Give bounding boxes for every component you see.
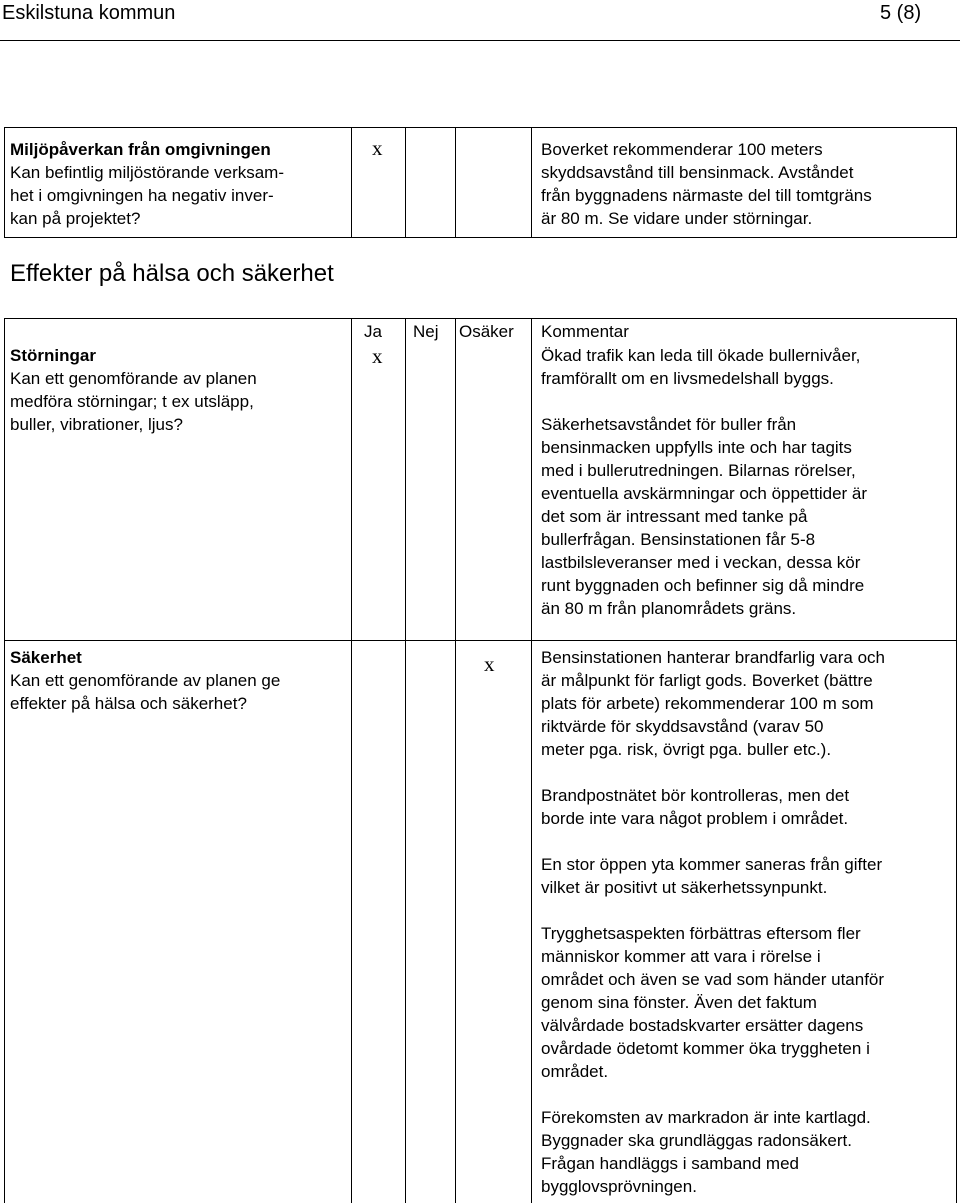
- storningar-question-line: buller, vibrationer, ljus?: [10, 415, 183, 434]
- header-divider: [0, 40, 960, 41]
- comment-paragraph: Förekomsten av markradon är inte kartlagd. Byggnader ska grundläggas radonsäkert. Frågan handläggs i samband med bygglovsprövningen.: [541, 1108, 871, 1196]
- environment-comment-line: Boverket rekommenderar 100 meters: [541, 140, 823, 159]
- comment-paragraph: Säkerhetsavståndet för buller från bensinmacken uppfylls inte och har tagits med i bullerutredningen. Bilarnas rörelser, eventuella avskärmningar och öppettider är det som är intressant med tanke på bullerfrågan. Bensinstationen får 5-8 lastbilsleveranser med i veckan, dessa kör runt byggnaden och befinner sig då mindre än 80 m från planområdets gräns.: [541, 415, 868, 618]
- environment-question-line: kan på projektet?: [10, 209, 141, 228]
- column-header-ja: Ja: [364, 322, 382, 341]
- storningar-title: Störningar: [10, 346, 96, 365]
- environment-ja-mark: x: [372, 136, 383, 160]
- column-header-osaker: Osäker: [459, 322, 514, 341]
- comment-paragraph: En stor öppen yta kommer saneras från gifter vilket är positivt ut säkerhetssynpunkt.: [541, 855, 883, 897]
- sakerhet-question-line: Kan ett genomförande av planen ge: [10, 671, 281, 690]
- storningar-ja-mark: x: [372, 344, 383, 368]
- sakerhet-osaker-mark: x: [484, 652, 495, 676]
- comment-paragraph: Ökad trafik kan leda till ökade bullernivåer, framförallt om en livsmedelshall byggs.: [541, 346, 861, 388]
- column-header-nej: Nej: [413, 322, 439, 341]
- sakerhet-title: Säkerhet: [10, 648, 82, 667]
- comment-paragraph: Bensinstationen hanterar brandfarlig vara och är målpunkt för farligt gods. Boverket (bättre plats för arbete) rekommenderar 100 m som riktvärde för skyddsavstånd (varav 50 meter pga. risk, övrigt pga. buller etc.).: [541, 648, 885, 759]
- environment-question-line: Kan befintlig miljöstörande verksam-: [10, 163, 285, 182]
- storningar-question-cell: [10, 344, 257, 436]
- environment-title: Miljöpåverkan från omgivningen: [10, 140, 271, 159]
- sakerhet-comment: [541, 646, 885, 1198]
- comment-paragraph: Brandpostnätet bör kontrolleras, men det borde inte vara något problem i området.: [541, 786, 850, 828]
- environment-comment: [541, 138, 872, 230]
- sakerhet-question-line: effekter på hälsa och säkerhet?: [10, 694, 247, 713]
- storningar-comment: [541, 344, 867, 620]
- environment-comment-line: är 80 m. Se vidare under störningar.: [541, 209, 813, 228]
- page-number: 5 (8): [880, 2, 922, 24]
- document-header-organization: Eskilstuna kommun: [2, 2, 176, 24]
- environment-question-cell: [10, 138, 284, 230]
- environment-comment-line: från byggnadens närmaste del till tomtgräns: [541, 186, 872, 205]
- storningar-question-line: Kan ett genomförande av planen: [10, 369, 257, 388]
- sakerhet-question-cell: [10, 646, 280, 715]
- comment-paragraph: Trygghetsaspekten förbättras eftersom fler människor kommer att vara i rörelse i området och även se vad som händer utanför genom sina fönster. Även det faktum välvårdade bostadskvarter ersätter dagens ovårdade ödetomt kommer öka tryggheten i området.: [541, 924, 885, 1081]
- environment-question-line: het i omgivningen ha negativ inver-: [10, 186, 274, 205]
- section-heading: Effekter på hälsa och säkerhet: [10, 260, 334, 287]
- column-header-kommentar: Kommentar: [541, 322, 629, 341]
- environment-comment-line: skyddsavstånd till bensinmack. Avståndet: [541, 163, 854, 182]
- storningar-question-line: medföra störningar; t ex utsläpp,: [10, 392, 254, 411]
